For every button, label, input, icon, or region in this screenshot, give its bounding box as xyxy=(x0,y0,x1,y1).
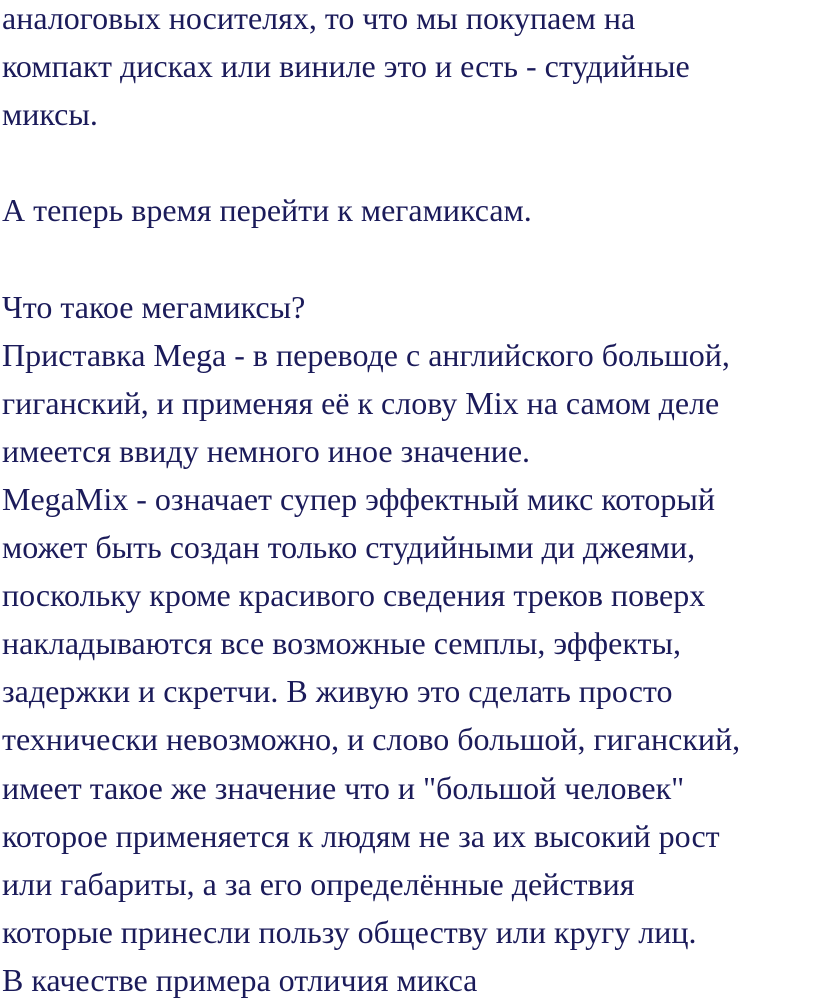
text-line: может быть создан только студийными ди джеями, xyxy=(2,529,696,566)
text-line: имеется ввиду немного иное значение. xyxy=(2,432,531,469)
text-line: А теперь время перейти к мегамиксам. xyxy=(2,192,532,229)
paragraph-gap xyxy=(2,138,816,186)
text-line: поскольку кроме красивого сведения треков поверх xyxy=(2,577,706,614)
text-line: аналоговых носителях, то что мы покупаем на xyxy=(2,0,636,36)
text-line: компакт дисках или виниле это и есть - студийные xyxy=(2,48,690,85)
text-line: В качестве примера отличия микса xyxy=(2,961,478,998)
section-question: Что такое мегамиксы? xyxy=(2,288,306,325)
text-line: Приставка Mega - в переводе с английского большой, xyxy=(2,336,730,373)
text-line: накладываются все возможные семплы, эффекты, xyxy=(2,625,681,662)
text-line: задержки и скретчи. В живую это сделать просто xyxy=(2,673,673,710)
text-line: которое применяется к людям не за их высокий рост xyxy=(2,817,720,854)
paragraph-gap xyxy=(2,234,816,282)
text-line: миксы. xyxy=(2,96,98,133)
text-line: или габариты, а за его определённые действия xyxy=(2,865,635,902)
text-line: гиганский, и применяя её к слову Mix на самом деле xyxy=(2,384,720,421)
text-line: которые принесли пользу обществу или кругу лиц. xyxy=(2,913,697,950)
text-line: MegaMix - означает супер эффектный микс который xyxy=(2,480,716,517)
text-line: технически невозможно, и слово большой, гиганский, xyxy=(2,721,741,758)
text-line: имеет такое же значение что и "большой человек" xyxy=(2,769,685,806)
